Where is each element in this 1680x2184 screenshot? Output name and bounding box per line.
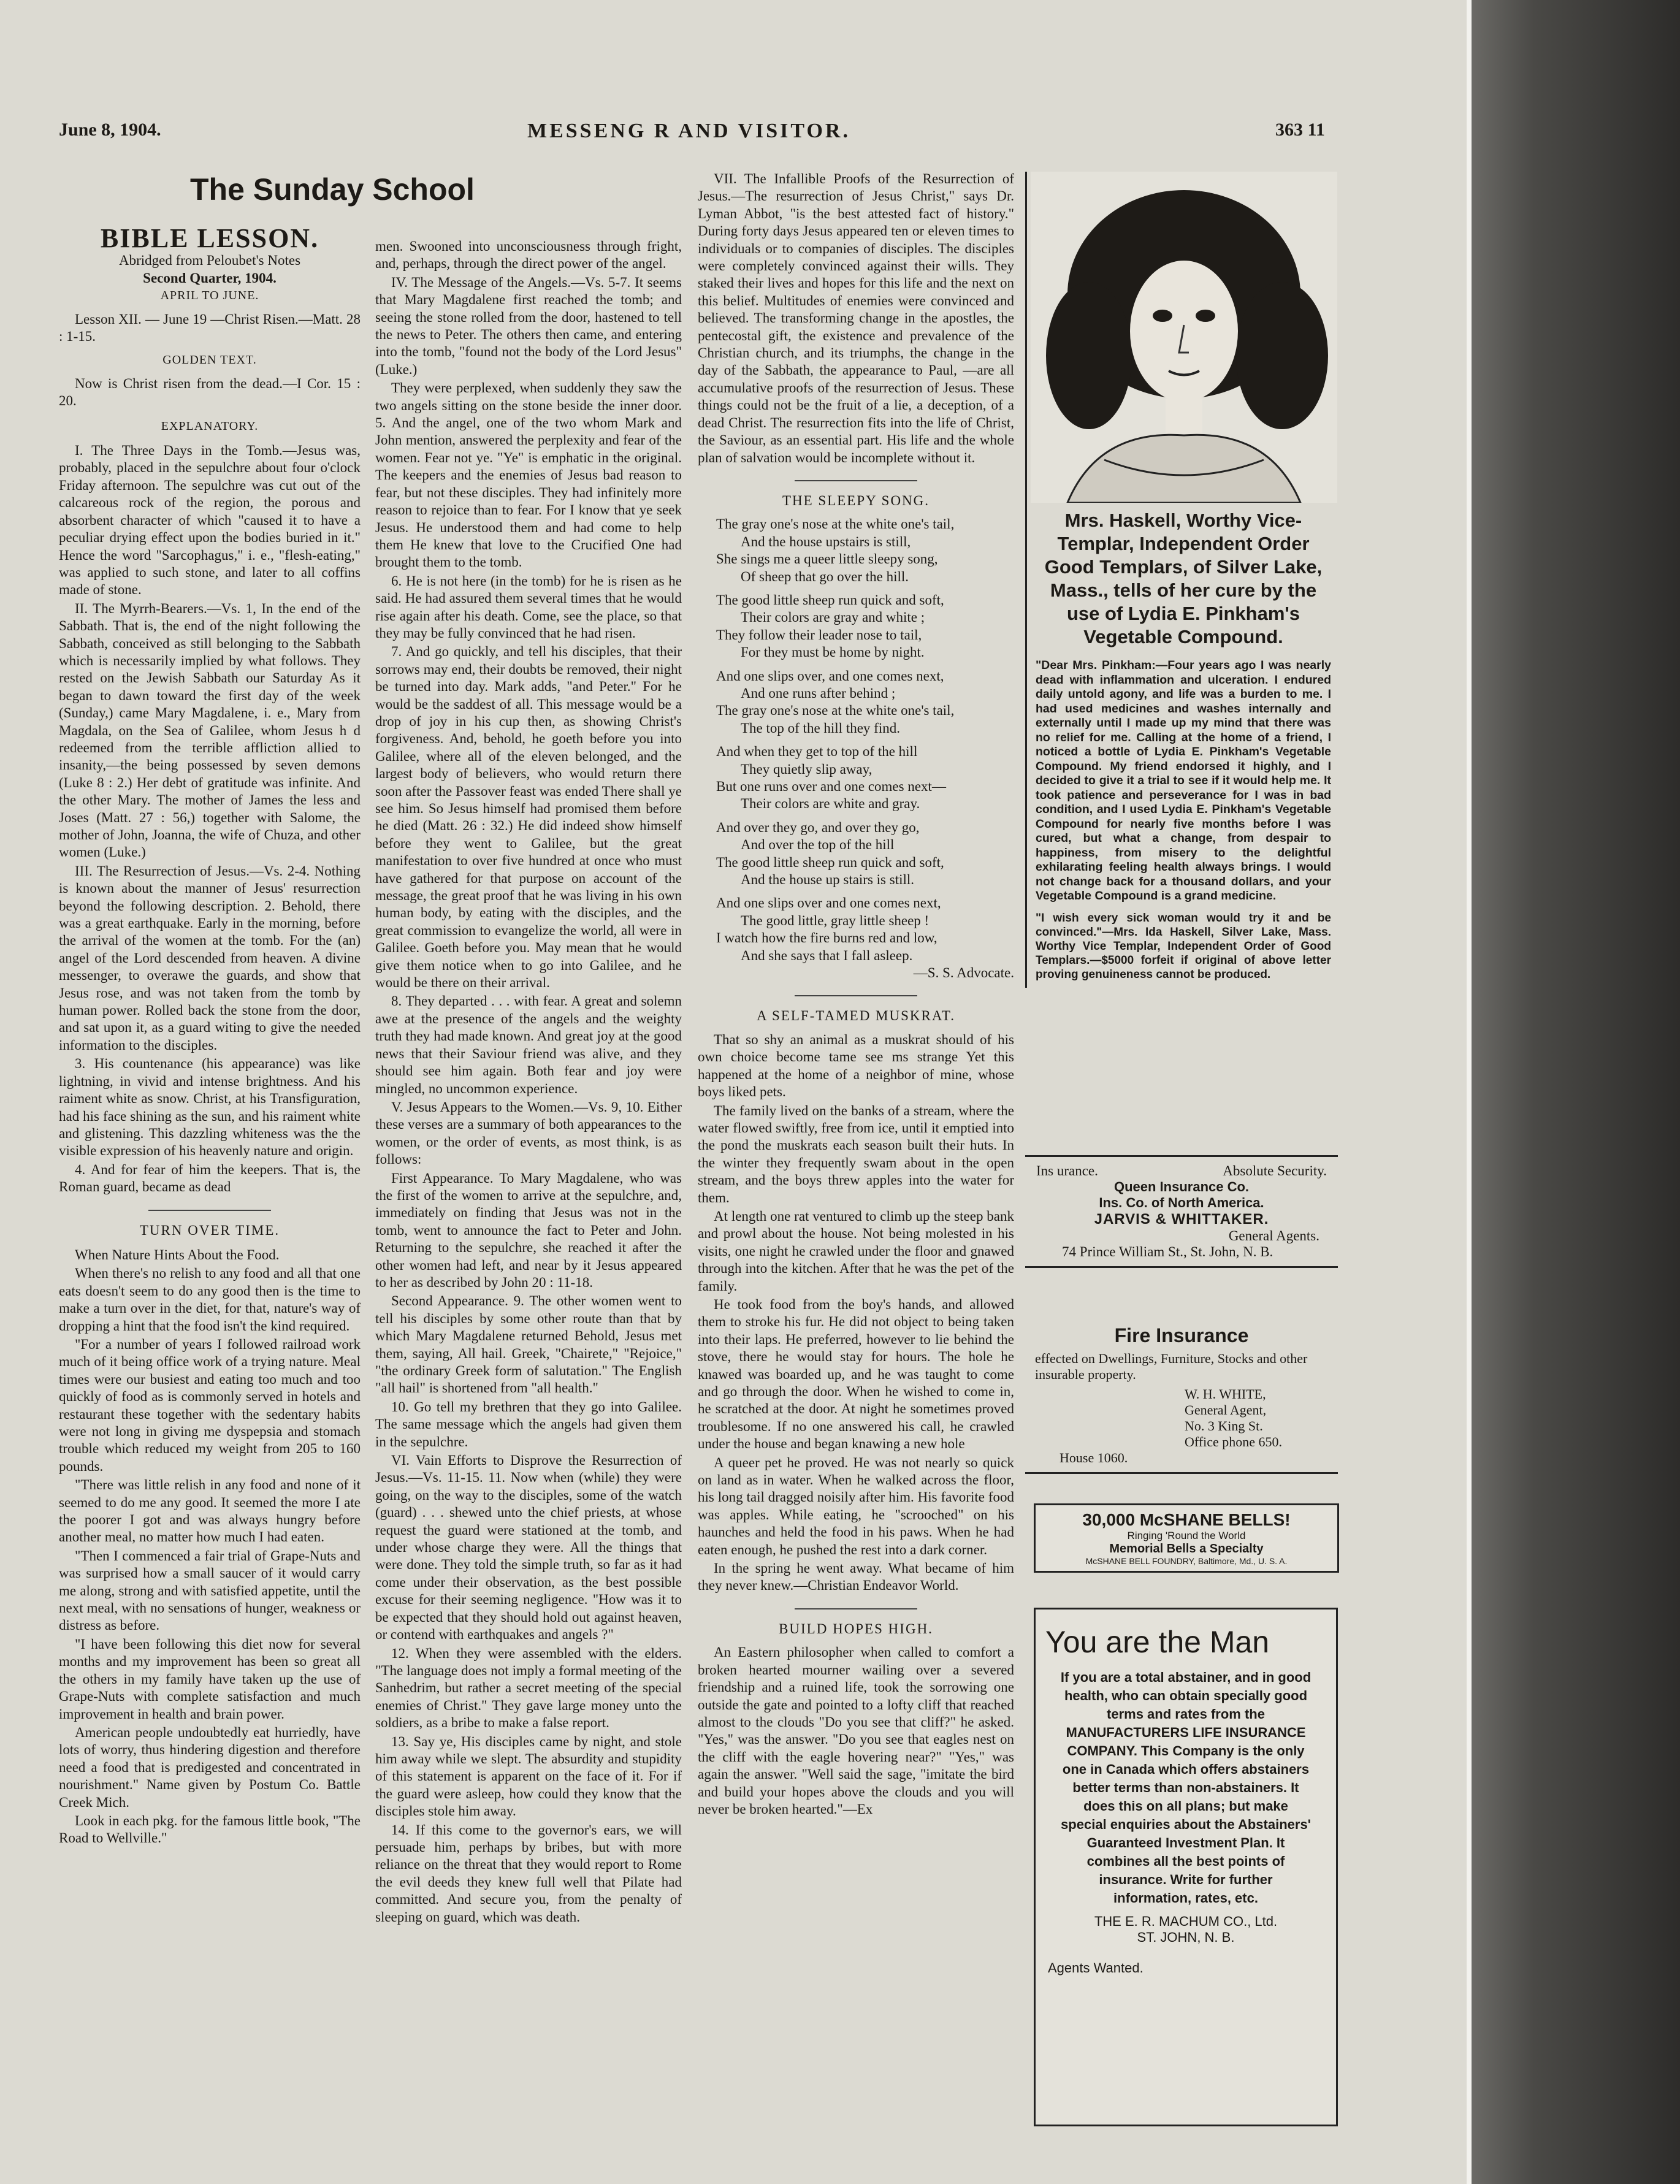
column-2 xyxy=(375,238,682,1927)
pinkham-letter: "Dear Mrs. Pinkham:—Four years ago I was nearly dead with inflammation and ulceration. I endured daily untold agony, and life was a burden to me. I had used medicines and washes internally and externally until I made up my mind that there was no relief for me. Calling at the home of a friend, I noticed a bottle of Lydia E. Pinkham's Vegetable Compound. My friend endorsed it highly, and I decided to give it a trial to see if it would help me. It took patience and perseverance for I was in bad condition, and I used Lydia E. Pinkham's Vegetable Compound for nearly five months before I was cured, but what a change, from despair to happiness, from misery to the delightful exhilarating feeling health always brings. I would not change back for a thousand dollars, and your Vegetable Compound is a grand medicine. xyxy=(1036,659,1331,903)
lesson-paragraph: 4. And for fear of him the keepers. That is, the Roman guard, became as dead xyxy=(59,1161,361,1195)
machum-city: ST. JOHN, N. B. xyxy=(1137,1930,1235,1945)
ad-paragraph: Look in each pkg. for the famous little book, "The Road to Wellville." xyxy=(59,1812,361,1846)
lesson-paragraph: II. The Myrrh-Bearers.—Vs. 1, In the end of the Sabbath. That is, the end of the night following the Sabbath, conceived as still belonging to the Sabbath which is necessarily implied by what follows. They rested on the Jewish Sabbath our Saturday As it began to dawn toward the first day of the week (Sunday,) came Mary Magdalene, i. e., Mary from Magdala, on the Sea of Galilee, whom Jesus h d redeemed from the terrible affliction allied to insanity,—the being possessed by seven demons (Luke 8 : 2.) Her debt of gratitude was infinite. And the other Mary. The mother of James the less and Joses (Matt. 27 : 56,) together with Salome, the mother of John, Joanna, the wife of Chuza, and other women (Luke.) xyxy=(59,600,361,860)
story-paragraph: That so shy an animal as a muskrat should of his own choice become tame see ms strange Yet this happened at the home of a neighbor of mine, whose boys liked pets. xyxy=(698,1031,1014,1100)
story-paragraph: An Eastern philosopher when called to comfort a broken hearted mourner wailing over a severed friendship and a ruined life, took the sorrowing one outside the gate and pointed to a lofty cliff that reached almost to the clouds "Do you see that cliff?" he asked. "Yes," was the answer. "Do you see that eagles nest on the cliff with the eagle hovering near?" "Yes," was again the answer. "Well said the sage, "imitate the bird and build your hopes above the clouds and you will never be broken hearted."—Ex xyxy=(698,1644,1014,1817)
section-divider xyxy=(795,995,917,996)
hopes-title: BUILD HOPES HIGH. xyxy=(779,1621,933,1636)
bells-line-2: Memorial Bells a Specialty xyxy=(1109,1542,1264,1556)
poem-line: And one slips over, and one comes next, xyxy=(716,668,944,684)
lesson-paragraph: First Appearance. To Mary Magdalene, who was the first of the women to arrive at the sepulchre, and, immediately on finding that Jesus was not in the tomb, went to announce the fact to Peter and John. Returning to the sepulchre, she reached it after the other women had left, and near by it Jesus appeared to her as described by John 20 : 11-18. xyxy=(375,1170,682,1290)
poem xyxy=(698,516,1014,982)
queen-address: 74 Prince William St., St. John, N. B. xyxy=(1062,1244,1273,1259)
pinkham-ad xyxy=(1025,172,1340,988)
lesson-paragraph: 13. Say ye, His disciples came by night, and stole him away while we slept. The absurdity and stupidity of this statement is apparent on the face of it. For if the guard were asleep, how could they know that the disciples stole him away. xyxy=(375,1733,682,1819)
poem-stanza xyxy=(716,819,1014,889)
insurance-label: Ins urance. xyxy=(1036,1163,1098,1178)
man-ad-body: If you are a total abstainer, and in good health, who can obtain specially good terms and rates from the MANUFACTURERS LIFE INSURANCE COMPANY. This Company is the only one in Canada which offers abstainers better terms than non-abstainers. It does this on all plans; but make special enquiries about the Abstainers' Guaranteed Investment Plan. It combines all the best points of insurance. Write for further information, rates, etc. xyxy=(1060,1670,1312,1906)
lesson-paragraph: Second Appearance. 9. The other women went to tell his disciples by some other route than that by which Mary Magdalene returned Behold, Jesus met them, saying, All hail. Greek, "Chairete," "Rejoice," "the ordinary Greek form of salutation." The English "all hail" is shortened from "all health." xyxy=(375,1293,682,1396)
poem-line: For they must be home by night. xyxy=(741,644,925,660)
lesson-paragraph: men. Swooned into unconsciousness through fright, and, perhaps, through the direct power of the angel. xyxy=(375,239,682,272)
poem-line: The good little, gray little sheep ! xyxy=(741,912,930,928)
lesson-paragraph: 10. Go tell my brethren that they go into Galilee. The same message which the angels had given them in the sepulchre. xyxy=(375,1399,682,1449)
sleepy-song-title: THE SLEEPY SONG. xyxy=(782,492,930,508)
ad-paragraph: "I have been following this diet now for several months and my improvement has been so great all the others in my family have taken up the use of Grape-Nuts with complete satisfaction and much improvement in health and brain power. xyxy=(59,1636,361,1722)
ad-paragraph: When there's no relish to any food and all that one eats doesn't seem to do any good then is the time to make a turn over in the diet, for that, nature's way of dropping a hint that the food isn't the kind required. xyxy=(59,1266,361,1334)
proofs-paragraph: VII. The Infallible Proofs of the Resurrection of Jesus.—The resurrection of Jesus Christ," says Dr. Lyman Abbot, "is the best attested fact of history." During forty days Jesus appeared ten or eleven times to individuals or to companies of disciples. The disciples were completely convinced against their wills. They staked their lives and hopes for this life and the next on this belief. Multitudes of enemies were convinced and believed. The transforming change in the apostles, the pentecostal gift, the existence and prevalence of the Christian church, and its triumphs, the change in the day of the Sabbath, the appearance to Paul, —are all accumulative proofs of the resurrection of Jesus. These things could not be the fruit of a lie, a deception, of a dead Christ. The resurrection fits into the life of Christ, the Saviour, as an essential part. His life and the whole plan of salvation would be incomplete without it. xyxy=(698,171,1014,465)
lesson-paragraph: 3. His countenance (his appearance) was like lightning, in vivid and intense brightness. And his raiment white as snow. Christ, at his Transfiguration, had his face shining as the sun, and his raiment white and glistening. This dazzling whiteness was the the visible expression of his heavenly nature and origin. xyxy=(59,1056,361,1159)
lesson-paragraph: 14. If this come to the governor's ears, we will persuade him, perhaps by bribes, but with more reliance on the threat that they would report to Rome the evil deeds they knew full well that Pilate had committed. And secure you, from the penalty of sleeping on guard, which was death. xyxy=(375,1822,682,1925)
months-label: APRIL TO JUNE. xyxy=(160,289,259,303)
queen-insurance-ad xyxy=(1025,1155,1338,1268)
ad-paragraph: "There was little relish in any food and none of it seemed to do me any good. It seemed the more I ate the poorer I got and was always hungry before another meal, no matter how much I had eaten. xyxy=(59,1477,361,1545)
north-america-company: Ins. Co. of North America. xyxy=(1099,1195,1264,1210)
woman-portrait-illustration xyxy=(1031,172,1337,503)
section-divider xyxy=(148,1210,271,1211)
lesson-paragraph: VI. Vain Efforts to Disprove the Resurrection of Jesus.—Vs. 11-15. 11. Now when (while) they were going, on the way to the disciples, some of the watch (guard) . . . shewed unto the chief priests, at whose request the guard were stationed at the tomb, and under whose charge they were. All the things that were done. They told the simple truth, so far as it had come under their observation, as the best possible excuse for their seeming negligence. "How was it to be expected that they should hold out against heaven, or contend with earthquakes and angels ?" xyxy=(375,1453,682,1643)
poem-line: And one runs after behind ; xyxy=(741,685,896,701)
masthead: MESSENG R AND VISITOR. xyxy=(527,120,850,142)
lesson-paragraph: V. Jesus Appears to the Women.—Vs. 9, 10. Either these verses are a summary of both appearances to the women, or the order of events, as most think, is as follows: xyxy=(375,1099,682,1167)
poem-line: Their colors are white and gray. xyxy=(741,796,920,812)
golden-text-label: GOLDEN TEXT. xyxy=(162,353,257,367)
ad-paragraph: "Then I commenced a fair trial of Grape-Nuts and was surprised how a small saucer of it would carry me along, strong and with satisfied appetite, until the next meal, with no sensations of hunger, weakness or distress as before. xyxy=(59,1548,361,1633)
agent-street: No. 3 King St. xyxy=(1185,1418,1263,1434)
lesson-reference: Lesson XII. — June 19 —Christ Risen.—Matt. 28 : 1-15. xyxy=(59,311,361,345)
poem-line: They quietly slip away, xyxy=(741,761,872,777)
turn-over-title: TURN OVER TIME. xyxy=(139,1222,280,1238)
machum-company: THE E. R. MACHUM CO., Ltd. xyxy=(1094,1914,1278,1929)
column-3 xyxy=(698,170,1014,1819)
book-binding xyxy=(1472,0,1680,2184)
poem-line: The gray one's nose at the white one's tail, xyxy=(716,516,955,532)
poem-line: The good little sheep run quick and soft, xyxy=(716,854,944,870)
ad-paragraph: "For a number of years I followed railroad work much of it being office work of a trying nature. Meal times were our busiest and eating too much and too quickly of food as is commonly served in hotels and restaurant these together with the sedentary habits were not long in giving me dyspepsia and stomach trouble which reduced my weight from 205 to 160 pounds. xyxy=(59,1336,361,1474)
lesson-paragraph: IV. The Message of the Angels.—Vs. 5-7. It seems that Mary Magdalene first reached the tomb; and seeing the stone rolled from the door, hastened to tell the news to Peter. The others then came, and entering into the tomb, "found not the body of the Lord Jesus" (Luke.) xyxy=(375,274,682,377)
lesson-paragraph: 12. When they were assembled with the elders. "The language does not imply a formal meeting of the Sanhedrim, but rather a secret meeting of the special enemies of Christ." They gave large money unto the soldiers, as a bribe to make a false report. xyxy=(375,1645,682,1731)
poem-stanza xyxy=(716,895,1014,964)
poem-stanza xyxy=(716,592,1014,662)
golden-text: Now is Christ risen from the dead.—I Cor. 15 : 20. xyxy=(59,375,361,409)
agent-details xyxy=(1025,1386,1338,1450)
poem-line: I watch how the fire burns red and low, xyxy=(716,930,937,946)
poem-stanza xyxy=(716,668,1014,738)
column-1 xyxy=(59,223,361,1849)
mcshane-bells-ad xyxy=(1034,1503,1339,1573)
explanatory-label: EXPLANATORY. xyxy=(161,419,259,433)
bells-line-3: McSHANE BELL FOUNDRY, Baltimore, Md., U. S. A. xyxy=(1085,1556,1288,1566)
poem-stanza xyxy=(716,516,1014,586)
poem-line: And one slips over and one comes next, xyxy=(716,895,941,911)
abridged-note: Abridged from Peloubet's Notes xyxy=(118,253,301,269)
agent-name: W. H. WHITE, xyxy=(1185,1386,1266,1402)
quarter-heading: Second Quarter, 1904. xyxy=(143,270,277,286)
turn-over-subtitle: When Nature Hints About the Food. xyxy=(75,1247,280,1262)
lesson-paragraph: I. The Three Days in the Tomb.—Jesus was, probably, placed in the sepulchre about four o'clock Friday afternoon. The sepulchre was cut out of the calcareous rock of the region, the porous and absorbent character of which "caused it to have a peculiar drying effect upon the bodies buried in it." Hence the word "Sarcophagus," i. e., "flesh-eating," was applied to such stone, and later to all coffins made of stone. xyxy=(59,443,361,598)
bells-line-1: Ringing 'Round the World xyxy=(1127,1530,1246,1541)
poem-line: And over the top of the hill xyxy=(741,837,895,853)
fire-insurance-ad xyxy=(1025,1318,1338,1474)
poem-line: They follow their leader nose to tail, xyxy=(716,627,922,643)
poem-line: And when they get to top of the hill xyxy=(716,744,918,760)
page-number: 363 11 xyxy=(1275,120,1325,140)
story-paragraph: He took food from the boy's hands, and allowed them to stroke his fur. He did not object to being taken into their laps. He preferred, however to lie behind the stove, there he would stay for hours. The hole he knawed was boarded up, and he was taught to come and go through the door. When he wished to come in, he scratched at the door. At night he sometimes proved troublesome. If no one answered his call, he crawled under the house and began knawing a new hole xyxy=(698,1296,1014,1452)
agent-office-phone: Office phone 650. xyxy=(1185,1434,1283,1449)
muskrat-title: A SELF-TAMED MUSKRAT. xyxy=(756,1008,956,1024)
pinkham-quote: "I wish every sick woman would try it and be convinced."—Mrs. Ida Haskell, Silver Lake, Mass. Worthy Vice Templar, Independent Order of Good Templars.—$5000 forfeit if original of above letter proving genuineness cannot be produced. xyxy=(1036,911,1331,981)
poem-line: And over they go, and over they go, xyxy=(716,819,920,835)
story-paragraph: In the spring he went away. What became of him they never knew.—Christian Endeavor World. xyxy=(698,1560,1014,1594)
you-are-the-man-title: You are the Man xyxy=(1045,1625,1270,1659)
pinkham-headline: Mrs. Haskell, Worthy Vice-Templar, Independent Order Good Templars, of Silver Lake, Mass., tells of her cure by the use of Lydia E. Pinkham's Vegetable Compound. xyxy=(1044,510,1323,647)
lesson-paragraph: 6. He is not here (in the tomb) for he is risen as he said. He had assured them several times that he would rise again after his death. Come, see the place, so that they may be fully convinced that he had risen. xyxy=(375,573,682,641)
agents-wanted: Agents Wanted. xyxy=(1048,1960,1144,1976)
poem-stanza xyxy=(716,743,1014,813)
ad-paragraph: American people undoubtedly eat hurriedly, have lots of worry, thus hindering digestion and therefore need a food that is predigested and concentrated in nourishment." Name given by Postum Co. Battle Creek Mich. xyxy=(59,1724,361,1810)
bible-lesson-heading: BIBLE LESSON. xyxy=(100,223,319,253)
poem-line: And the house up stairs is still. xyxy=(741,872,915,888)
agent-house-phone: House 1060. xyxy=(1060,1450,1128,1465)
poem-source: —S. S. Advocate. xyxy=(913,965,1014,981)
manufacturers-life-ad xyxy=(1034,1608,1338,2126)
section-divider xyxy=(795,480,917,481)
queen-company: Queen Insurance Co. xyxy=(1113,1179,1250,1194)
agent-role: General Agent, xyxy=(1185,1402,1267,1418)
poem-line: But one runs over and one comes next— xyxy=(716,779,946,794)
poem-line: She sings me a queer little sleepy song, xyxy=(716,551,938,567)
story-paragraph: At length one rat ventured to climb up the steep bank and prowl about the house. Not being molested in his visits, one night he crawled under the floor and gnawed through into the kitchen. After that he was the pet of the family. xyxy=(698,1208,1014,1294)
poem-line: And she says that I fall asleep. xyxy=(741,947,913,963)
security-label: Absolute Security. xyxy=(1223,1163,1327,1178)
lesson-paragraph: III. The Resurrection of Jesus.—Vs. 2-4. Nothing is known about the manner of Jesus' resurrection beyond the following description. 2. Behold, there was a great earthquake. Early in the morning, before the arrival of the women at the tomb. For the (an) angel of the Lord descended from heaven. A divine messenger, to overawe the guards, and show that Jesus rose, and was not taken from the tomb by human power. Rolled back the stone from the door, and sat upon it, as a guard witing to give the needed information to the disciples. xyxy=(59,863,361,1053)
lesson-paragraph: They were perplexed, when suddenly they saw the two angels sitting on the stone beside the inner door. 5. And the angel, one of the two whom Mark and John mention, answered the perplexity and fear of the women. Fear not ye. "Ye" is emphatic in the original. The keepers and the enemies of Jesus bad reason to fear, but not these disciples. They had infinitely more reason to rejoice than to fear. For I know that ye seek Jesus. He understood them and had come to help them He knew that love to the Crucified One had brought them to the tomb. xyxy=(375,380,682,570)
queen-ad-top xyxy=(1025,1163,1338,1179)
lesson-paragraph: 7. And go quickly, and tell his disciples, that their sorrows may end, their doubts be removed, their night be turned into day. Mark adds, "and Peter." For he would be the saddest of all. This message would be a drop of joy in his cup then, as showing Christ's forgiveness. And, behold, he goeth before you into Galilee, where all of the eleven belonged, and the largest body of believers, who would return there soon after the Passover feast was ended There shall ye see him. So Jesus himself had promised them before he died (Matt. 26 : 32.) He did indeed show himself before they went to Galilee, but the great manifestation to over five hundred at once who must have gathered for that purpose on account of the message, the great proof that he was living in his own human body, by eating with the disciples, and the great commission to evangelize the world, all were in Galilee. Goeth before you. May mean that he would give them notice when to go into Galilee, and he would be there on their arrival. xyxy=(375,644,682,991)
story-paragraph: A queer pet he proved. He was not nearly so quick on land as in water. When he walked across the floor, his long tail dragged noisily after him. His favorite food was apples. While eating, he "scrooched" on his haunches and held the food in his paws. When he had eaten enough, he pushed the rest into a dark corner. xyxy=(698,1454,1014,1557)
story-paragraph: The family lived on the banks of a stream, where the water flowed swiftly, free from ice, until it emptied into the pond the muskrats each season built their huts. In the winter they frequently swam about in the open stream, and the boys threw apples into the water for them. xyxy=(698,1102,1014,1205)
poem-line: Of sheep that go over the hill. xyxy=(741,568,909,584)
lesson-paragraph: 8. They departed . . . with fear. A great and solemn awe at the presence of the angels and the weighty truth they had made known. And great joy at the good news that their Saviour friend was alive, and they should see him again. Both fear and joy were mingled, no uncommon experience. xyxy=(375,993,682,1096)
bells-title: 30,000 McSHANE BELLS! xyxy=(1082,1510,1291,1529)
fire-insurance-body: effected on Dwellings, Furniture, Stocks and other insurable property. xyxy=(1035,1351,1308,1382)
agents-name: JARVIS & WHITTAKER. xyxy=(1094,1211,1269,1228)
poem-line: The gray one's nose at the white one's tail, xyxy=(716,703,955,719)
poem-line: Their colors are gray and white ; xyxy=(741,609,925,625)
poem-line: The good little sheep run quick and soft, xyxy=(716,592,944,608)
issue-date: June 8, 1904. xyxy=(59,120,161,140)
section-title: The Sunday School xyxy=(190,172,475,207)
fire-insurance-title: Fire Insurance xyxy=(1114,1324,1249,1346)
section-divider xyxy=(795,1608,917,1609)
poem-line: And the house upstairs is still, xyxy=(741,533,911,549)
general-agents: General Agents. xyxy=(1228,1228,1319,1243)
poem-line: The top of the hill they find. xyxy=(741,720,900,736)
